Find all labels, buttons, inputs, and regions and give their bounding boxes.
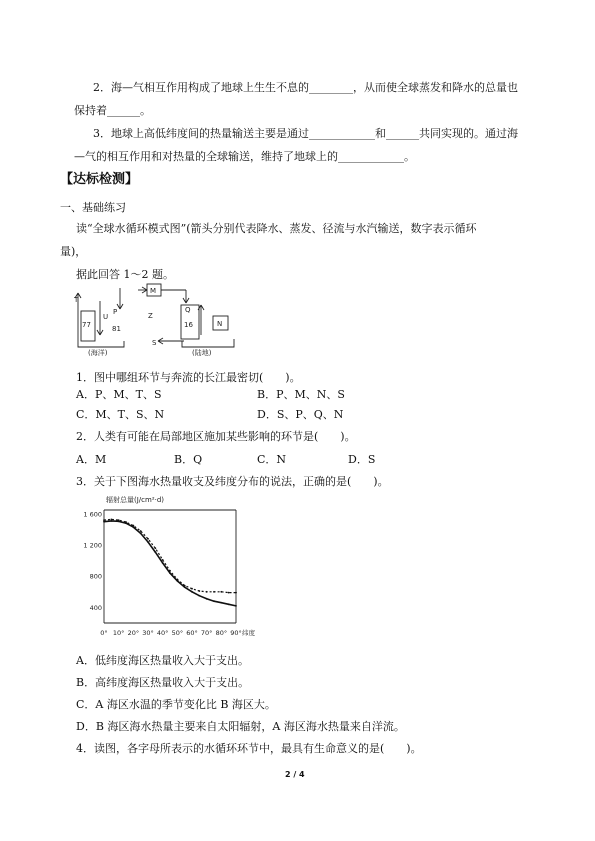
chart-point-a	[169, 572, 171, 574]
label-ocean: (海洋)	[88, 349, 108, 357]
q1-option-c: C．M、T、S、N	[76, 408, 165, 421]
chart-point-a	[132, 526, 134, 528]
chart-point-a	[220, 602, 222, 604]
chart-point-b	[198, 590, 200, 592]
q3-option-b: B．高纬度海区热量收入大于支出。	[76, 676, 250, 689]
q2-stem: 2．人类有可能在局部地区施加某些影响的环节是( )。	[76, 430, 356, 443]
chart-point-b	[110, 518, 112, 520]
section-heading: 【达标检测】	[60, 172, 139, 187]
reading-line-3: 据此回答 1～2 题。	[76, 268, 174, 281]
chart-x-tick-label: 10°	[112, 629, 125, 637]
label-t-value: 77	[82, 321, 91, 329]
chart-point-b	[103, 519, 105, 521]
chart-point-a	[191, 591, 193, 593]
chart-point-a	[154, 551, 156, 553]
chart-x-tick-label: 80°	[215, 629, 228, 637]
chart-point-b	[118, 519, 120, 521]
chart-point-b	[162, 559, 164, 561]
chart-y-axis-label: 辐射总量(J/cm²·d)	[106, 496, 165, 504]
chart-x-tick-label: 50°	[171, 629, 184, 637]
chart-x-tick-label: 20°	[127, 629, 140, 637]
intro-line-1: 2．海—气相互作用构成了地球上生生不息的________，从而使全球蒸发和降水的总量也	[93, 81, 518, 94]
chart-point-a	[110, 520, 112, 522]
chart-point-b	[154, 547, 156, 549]
q3-option-c: C．A 海区水温的季节变化比 B 海区大。	[76, 698, 276, 711]
chart-point-a	[103, 521, 105, 523]
chart-point-a	[206, 598, 208, 600]
water-cycle-diagram	[74, 283, 244, 358]
reading-line-2: 量)，	[60, 245, 87, 258]
chart-x-tick-label: 0°	[100, 629, 108, 637]
chart-point-b	[220, 591, 222, 593]
intro-line-2: 保持着______。	[74, 104, 151, 117]
chart-y-tick-label: 1 600	[83, 510, 102, 519]
label-q-value: 16	[184, 321, 193, 329]
label-s: S	[152, 339, 157, 347]
chart-series-line-b	[104, 519, 236, 592]
chart-point-a	[147, 541, 149, 543]
q2-option-b: B．Q	[174, 453, 203, 466]
q3-stem: 3．关于下图海水热量收支及纬度分布的说法，正确的是( )。	[76, 475, 389, 488]
chart-point-b	[213, 591, 215, 593]
chart-point-b	[147, 538, 149, 540]
q1-option-a: A．P、M、T、S	[76, 388, 162, 401]
chart-point-b	[125, 521, 127, 523]
chart-point-a	[184, 586, 186, 588]
chart-point-b	[169, 570, 171, 572]
chart-point-b	[228, 592, 230, 594]
q4-stem: 4．读图，各字母所表示的水循环环节中，最具有生命意义的是( )。	[76, 742, 422, 755]
q1-option-d: D．S、P、Q、N	[257, 408, 344, 421]
chart-point-a	[162, 562, 164, 564]
chart-point-b	[184, 585, 186, 587]
chart-y-tick-label: 1 200	[83, 541, 102, 550]
q3-option-a: A．低纬度海区热量收入大于支出。	[76, 654, 249, 667]
chart-x-tick-label: 30°	[142, 629, 154, 637]
chart-series-line-a	[104, 521, 236, 606]
chart-y-tick-label: 400	[89, 603, 102, 612]
q2-option-d: D．S	[348, 453, 376, 466]
heat-budget-chart	[80, 490, 270, 640]
chart-point-b	[132, 525, 134, 527]
chart-point-b	[140, 530, 142, 532]
q1-option-b: B．P、M、N、S	[257, 388, 345, 401]
page-number: 2 / 4	[285, 770, 305, 779]
chart-point-a	[198, 595, 200, 597]
chart-x-axis-label: 纬度	[242, 629, 255, 637]
chart-point-a	[140, 532, 142, 534]
chart-point-b	[191, 588, 193, 590]
chart-x-tick-label: 70°	[200, 629, 213, 637]
label-q: Q	[185, 306, 191, 314]
label-u: U	[103, 313, 109, 321]
label-z: Z	[148, 312, 153, 320]
q3-option-d: D．B 海区海水热量主要来自太阳辐射，A 海区海水热量来自洋流。	[76, 720, 405, 733]
chart-point-a	[213, 600, 215, 602]
intro-line-4: —气的相互作用和对热量的全球输送，维持了地球上的____________。	[74, 150, 415, 163]
intro-line-3: 3．地球上高低纬度间的热量输送主要是通过____________和______共同实现的。通过海	[93, 127, 518, 140]
label-p: P	[113, 308, 118, 316]
label-m: M	[150, 287, 157, 295]
chart-point-b	[235, 592, 237, 594]
label-p-value: 81	[112, 325, 121, 333]
chart-x-tick-label: 90°	[230, 629, 242, 637]
chart-x-tick-label: 60°	[186, 629, 198, 637]
q2-option-a: A．M	[76, 453, 107, 466]
label-t: T	[74, 296, 79, 304]
label-n: N	[217, 320, 223, 328]
chart-x-tick-label: 40°	[156, 629, 169, 637]
q2-option-c: C．N	[257, 453, 287, 466]
chart-point-b	[206, 591, 208, 593]
label-land: (陆地)	[192, 349, 212, 357]
chart-point-b	[176, 578, 178, 580]
chart-y-tick-label: 800	[89, 572, 102, 581]
chart-point-a	[228, 603, 230, 605]
chart-point-a	[235, 605, 237, 607]
subsection-title: 一、基础练习	[60, 201, 126, 214]
q1-stem: 1．图中哪组环节与奔流的长江最密切( )。	[76, 371, 301, 384]
reading-line-1: 读“全球水循环模式图”(箭头分别代表降水、蒸发、径流与水汽输送，数字表示循环	[76, 222, 477, 235]
